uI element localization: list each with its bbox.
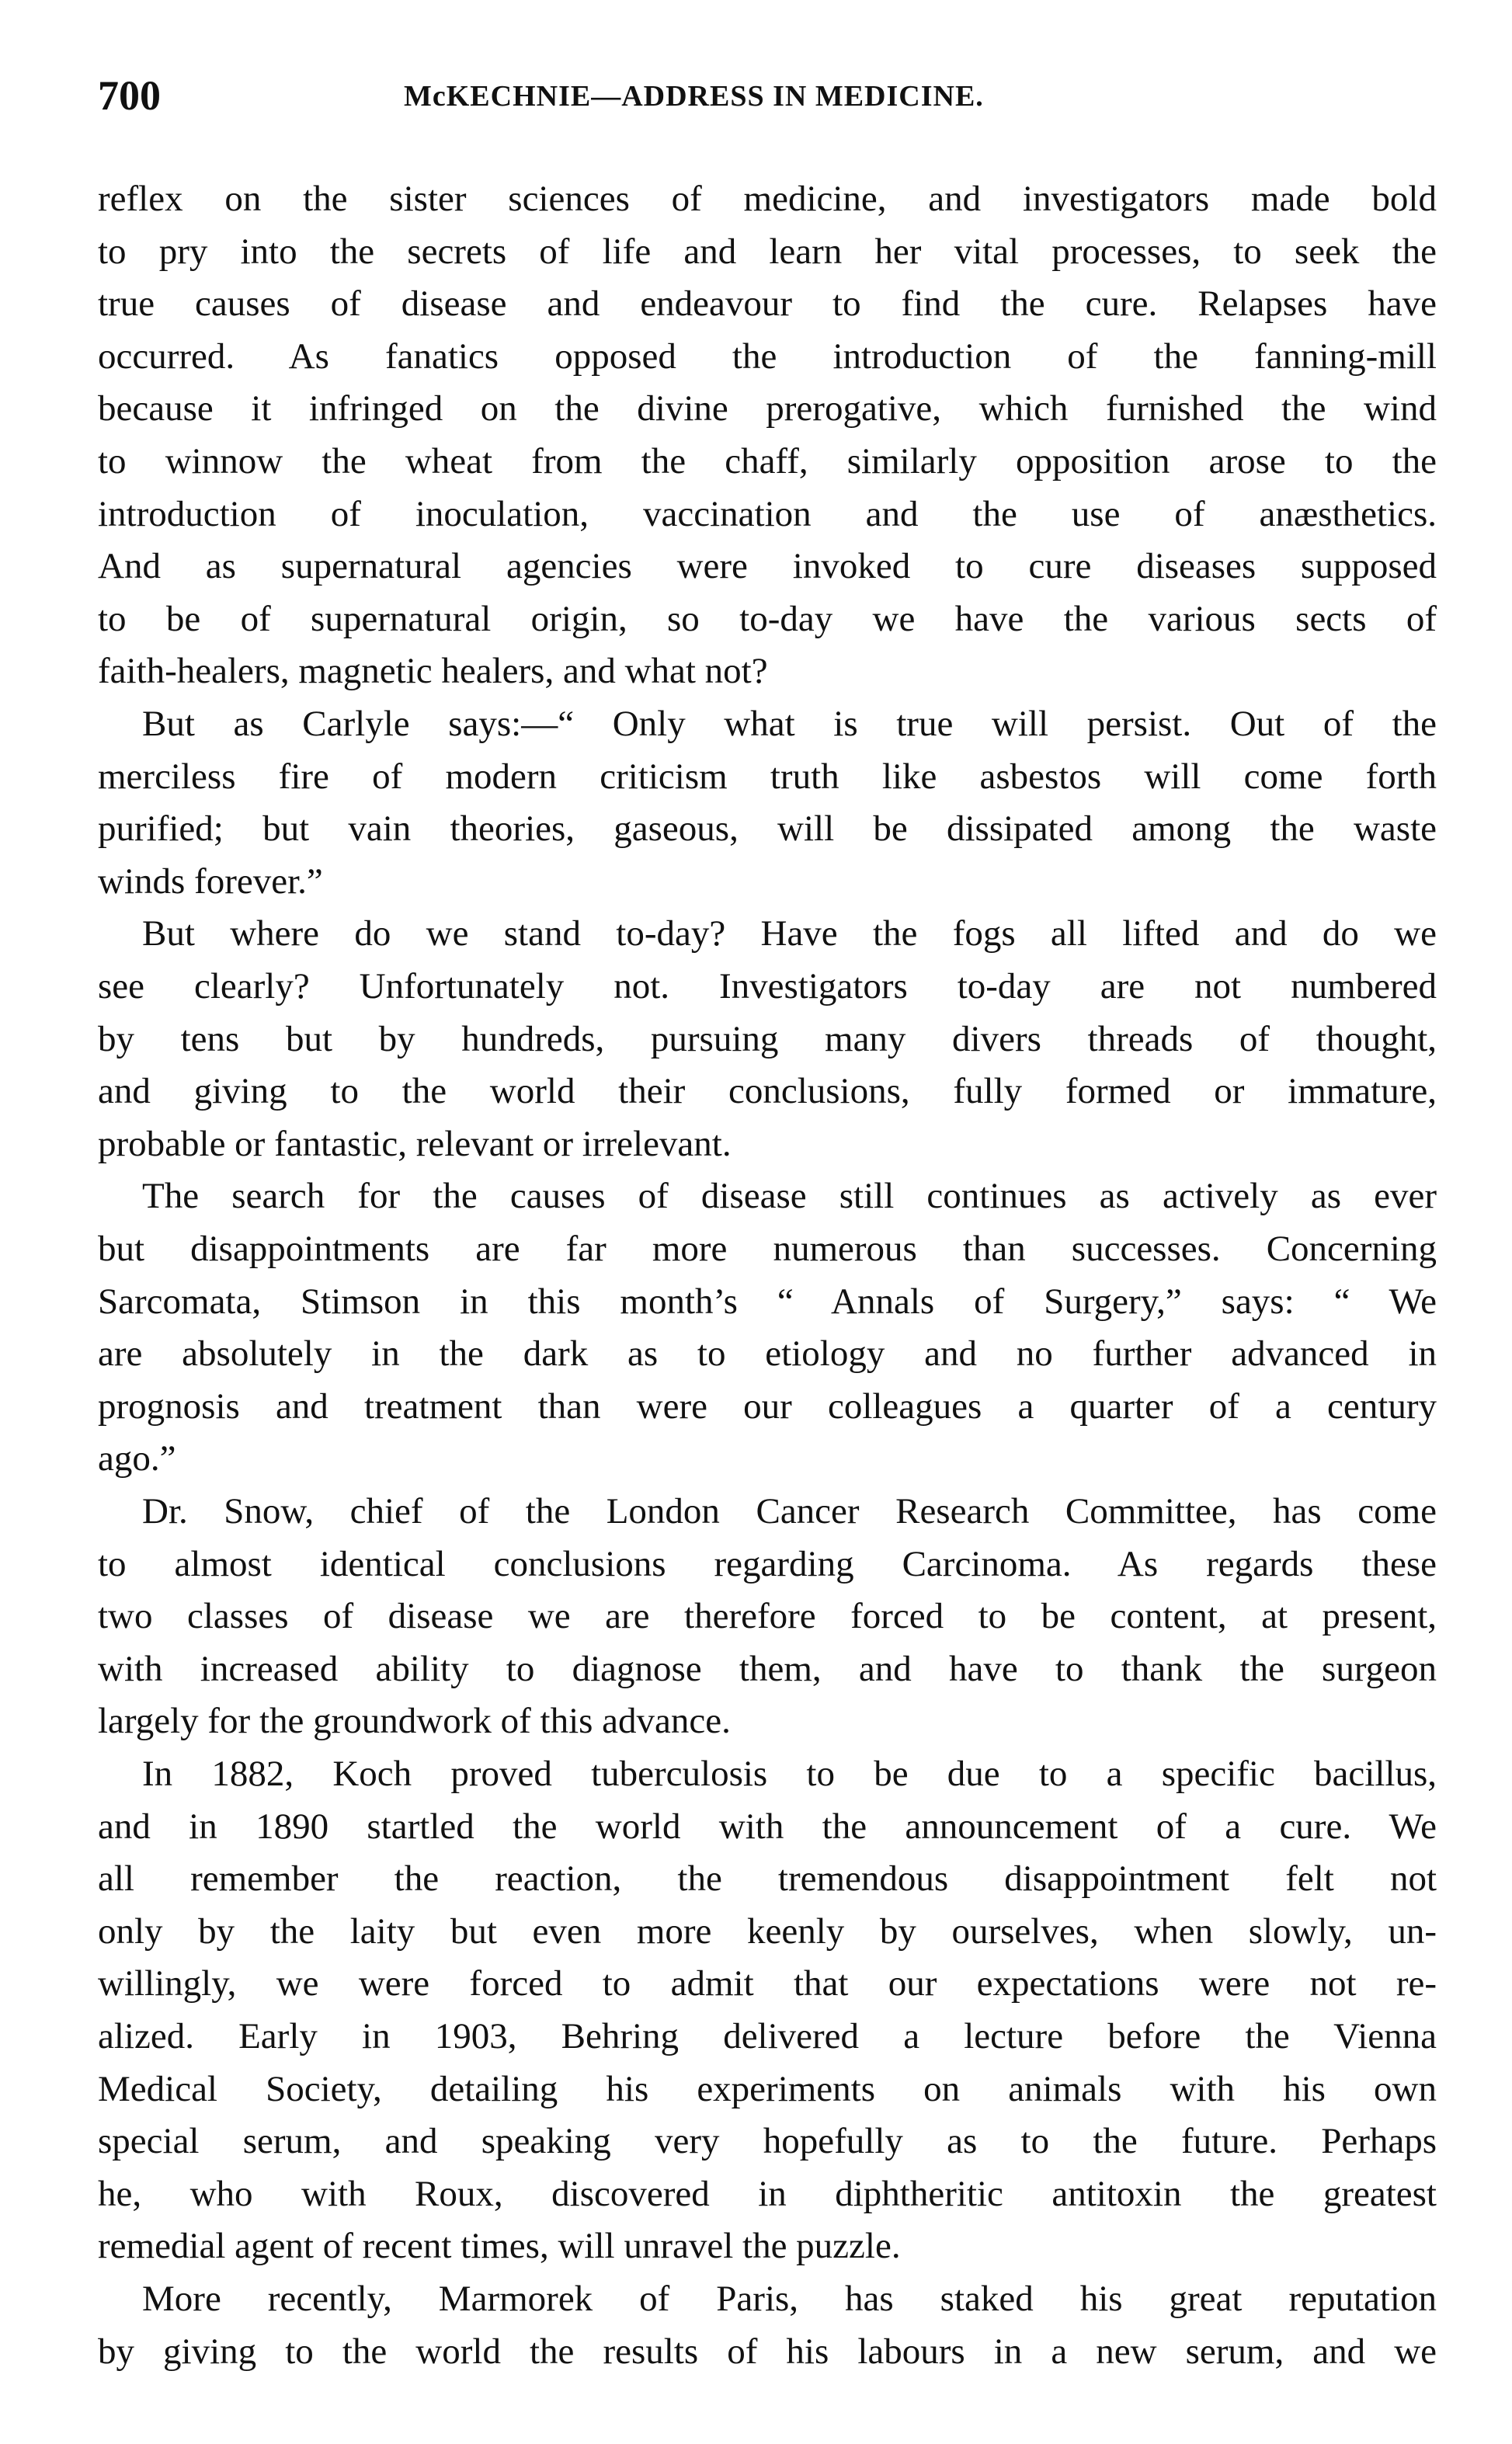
text-line: And as supernatural agencies were invoked to cure diseases supposed [98,546,1437,587]
text-line: see clearly? Unfortunately not. Investigators to-day are not numbered [98,966,1437,1006]
text-line: reflex on the sister sciences of medicine, and investigators made bold [98,179,1437,219]
text-line: Dr. Snow, chief of the London Cancer Research Committee, has come [142,1491,1437,1531]
text-line: willingly, we were forced to admit that our expectations were not re- [98,1963,1437,2004]
text-line: Medical Society, detailing his experiments on animals with his own [98,2068,1437,2109]
text-line: But as Carlyle says:—“ Only what is true will persist. Out of the [142,704,1437,744]
text-line: occurred. As fanatics opposed the introduction of the fanning-mill [98,335,1437,377]
text-line: two classes of disease we are therefore forced to be content, at present, [98,1596,1437,1637]
text-line: are absolutely in the dark as to etiology and no further advanced in [98,1333,1437,1375]
page-number: 700 [98,72,161,119]
text-line: remedial agent of recent times, will unravel the puzzle. [98,2226,901,2267]
text-line: only by the laity but even more keenly by ourselves, when slowly, un- [98,1910,1437,1952]
text-line: to be of supernatural origin, so to-day we have the various sects of [98,598,1437,639]
text-line: and giving to the world their conclusions, fully formed or immature, [98,1071,1437,1112]
text-line: and in 1890 startled the world with the announcement of a cure. We [98,1806,1437,1847]
text-line: alized. Early in 1903, Behring delivered a lecture before the Vienna [98,2016,1437,2056]
running-title: McKECHNIE—ADDRESS IN MEDICINE. [404,80,984,113]
text-line: More recently, Marmorek of Paris, has staked his great reputation [142,2279,1437,2319]
text-line: by giving to the world the results of his labours in a new serum, and we [98,2331,1437,2372]
text-line: But where do we stand to-day? Have the fogs all lifted and do we [142,913,1437,954]
text-line: ago.” [98,1438,176,1479]
text-line: faith-healers, magnetic healers, and what not? [98,651,768,692]
text-line: to winnow the wheat from the chaff, similarly opposition arose to the [98,441,1437,481]
text-line: winds forever.” [98,860,323,902]
text-line: In 1882, Koch proved tuberculosis to be due to a specific bacillus, [142,1754,1437,1794]
text-line: probable or fantastic, relevant or irrelevant. [98,1123,732,1164]
text-line: he, who with Roux, discovered in diphtheritic antitoxin the greatest [98,2173,1437,2214]
text-line: by tens but by hundreds, pursuing many divers threads of thought, [98,1018,1437,1059]
text-line: but disappointments are far more numerous than successes. Concerning [98,1229,1437,1269]
text-line: prognosis and treatment than were our colleagues a quarter of a century [98,1385,1437,1427]
text-line: to pry into the secrets of life and learn her vital processes, to seek the [98,231,1437,272]
text-line: special serum, and speaking very hopefully as to the future. Perhaps [98,2121,1437,2162]
text-line: introduction of inoculation, vaccination and the use of anæsthetics. [98,493,1437,534]
text-line: The search for the causes of disease still continues as actively as ever [142,1176,1437,1217]
text-line: largely for the groundwork of this advance. [98,1701,731,1742]
text-line: Sarcomata, Stimson in this month’s “ Annals of Surgery,” says: “ We [98,1281,1437,1322]
text-line: because it infringed on the divine prerogative, which furnished the wind [98,388,1437,429]
text-line: merciless fire of modern criticism truth like asbestos will come forth [98,756,1437,797]
text-line: true causes of disease and endeavour to find the cure. Relapses have [98,283,1437,325]
text-line: with increased ability to diagnose them, and have to thank the surgeon [98,1648,1437,1689]
text-line: purified; but vain theories, gaseous, will be dissipated among the waste [98,808,1437,850]
text-line: all remember the reaction, the tremendous disappointment felt not [98,1858,1437,1900]
text-line: to almost identical conclusions regarding Carcinoma. As regards these [98,1543,1437,1584]
